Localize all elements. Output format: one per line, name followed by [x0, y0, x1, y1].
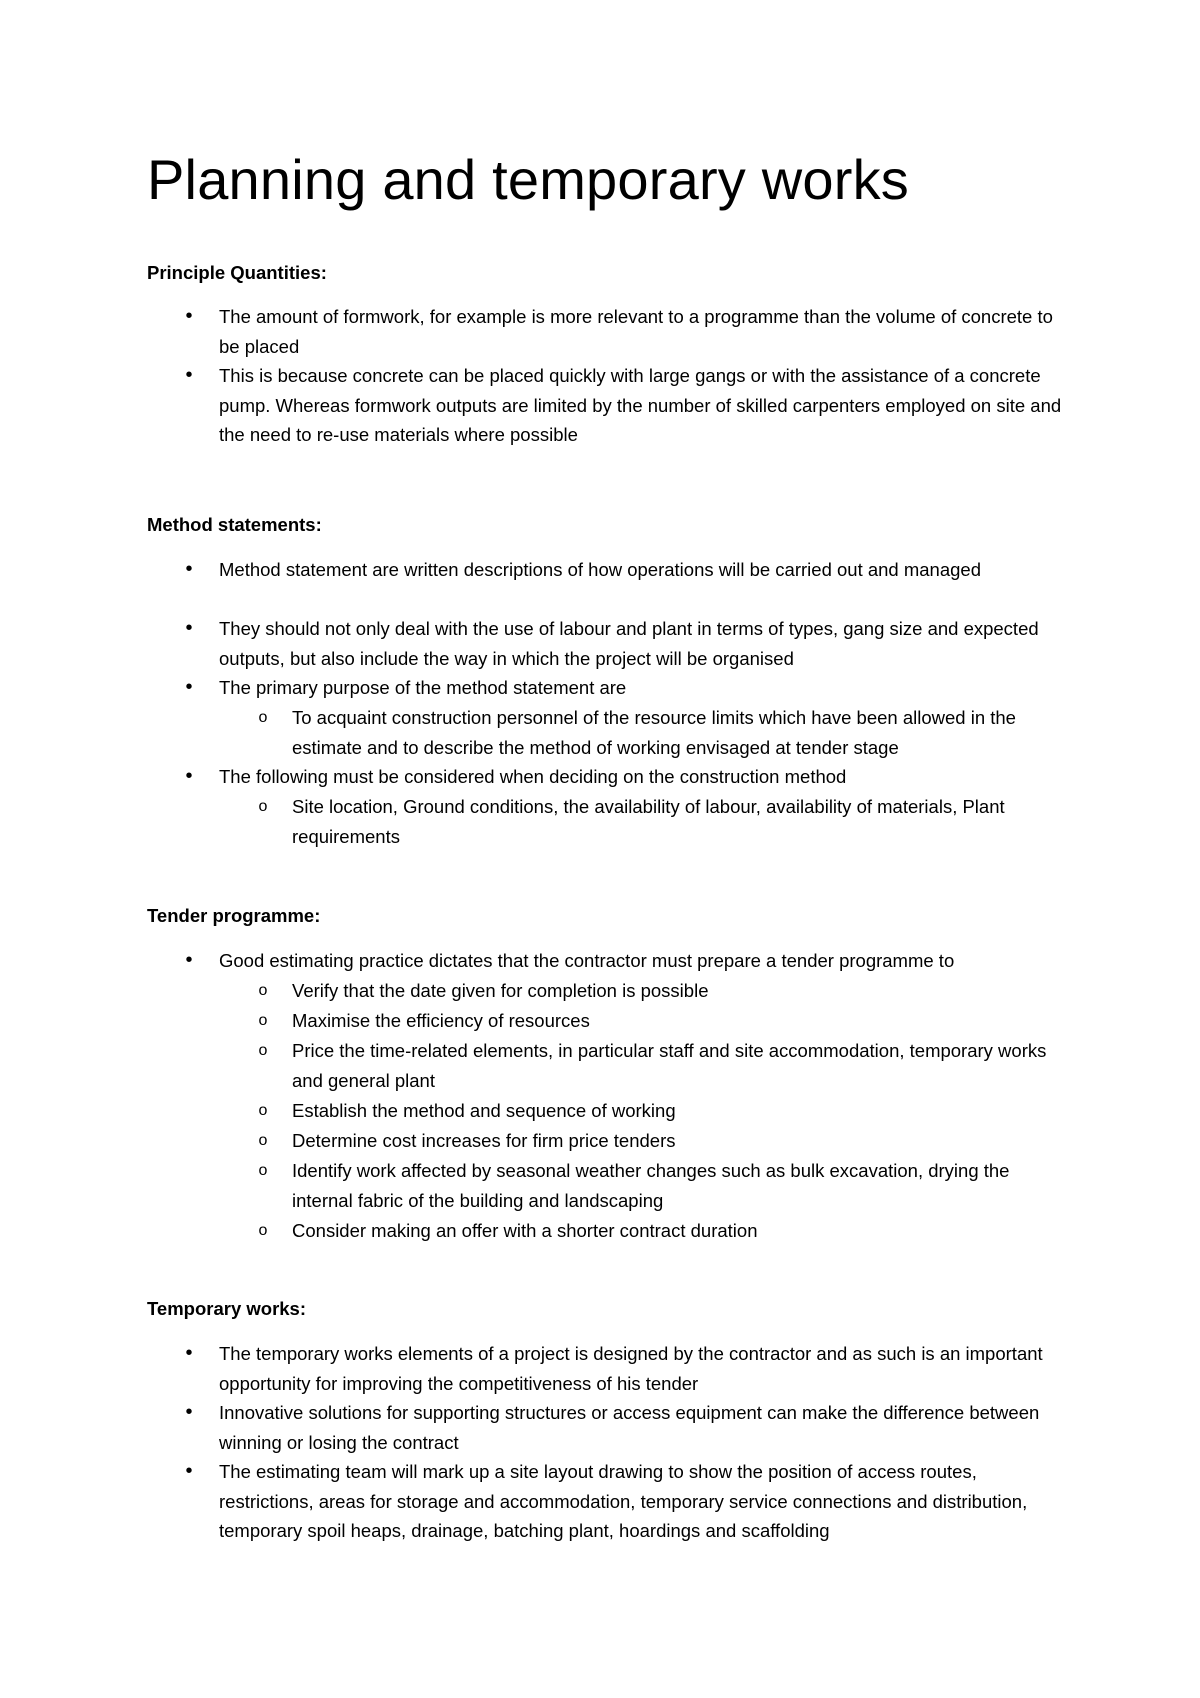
- list-item: Method statement are written descriptions of how operations will be carried out and managed: [219, 559, 982, 580]
- page-title: Planning and temporary works: [147, 148, 909, 211]
- bullet-marker: •: [185, 676, 193, 698]
- section-heading-method-statements: Method statements:: [147, 514, 322, 535]
- bullet-marker: •: [185, 558, 193, 580]
- sub-list-item: Consider making an offer with a shorter contract duration: [292, 1220, 758, 1241]
- list-item: The temporary works elements of a project is designed by the contractor and as such is an important opportunity for improving the competitiveness of his tender: [219, 1343, 1043, 1394]
- list-item: Good estimating practice dictates that the contractor must prepare a tender programme to: [219, 950, 955, 971]
- bullet-marker: •: [185, 1401, 193, 1423]
- sub-bullet-marker: o: [258, 982, 268, 999]
- section-heading-principle-quantities: Principle Quantities:: [147, 262, 327, 283]
- sub-list-item: Verify that the date given for completion is possible: [292, 980, 709, 1001]
- list-item: The primary purpose of the method statement are: [219, 677, 627, 698]
- list-item: Innovative solutions for supporting structures or access equipment can make the difference between winning or losing the contract: [219, 1402, 1040, 1453]
- sub-list-item: To acquaint construction personnel of the resource limits which have been allowed in the estimate and to describe the method of working envisaged at tender stage: [292, 707, 1016, 758]
- sub-bullet-marker: o: [258, 1042, 268, 1059]
- bullet-marker: •: [185, 949, 193, 971]
- section-heading-temporary-works: Temporary works:: [147, 1298, 307, 1319]
- sub-list-item: Maximise the efficiency of resources: [292, 1010, 590, 1031]
- sub-bullet-marker: o: [258, 1012, 268, 1029]
- list-item: The following must be considered when deciding on the construction method: [219, 766, 847, 787]
- sub-list-item: Establish the method and sequence of working: [292, 1100, 676, 1121]
- sub-bullet-marker: o: [258, 1162, 268, 1179]
- sub-bullet-marker: o: [258, 1102, 268, 1119]
- sub-list-item: Determine cost increases for firm price tenders: [292, 1130, 676, 1151]
- sub-bullet-marker: o: [258, 709, 268, 726]
- list-item: They should not only deal with the use of labour and plant in terms of types, gang size and expected outputs, but also include the way in which the project will be organised: [219, 618, 1039, 669]
- sub-bullet-marker: o: [258, 798, 268, 815]
- sub-list-item: Price the time-related elements, in particular staff and site accommodation, temporary works and general plant: [292, 1040, 1047, 1091]
- bullet-marker: •: [185, 617, 193, 639]
- list-item: The estimating team will mark up a site layout drawing to show the position of access routes, restrictions, areas for storage and accommodation, temporary service connections and distribution, temporary spoil heaps, drainage, batching plant, hoardings and scaffolding: [219, 1461, 1028, 1541]
- bullet-marker: •: [185, 1342, 193, 1364]
- sub-list-item: Site location, Ground conditions, the availability of labour, availability of materials, Plant requirements: [292, 796, 1005, 847]
- list-item: The amount of formwork, for example is more relevant to a programme than the volume of concrete to be placed: [219, 306, 1053, 357]
- bullet-marker: •: [185, 305, 193, 327]
- sub-bullet-marker: o: [258, 1132, 268, 1149]
- sub-list-item: Identify work affected by seasonal weather changes such as bulk excavation, drying the internal fabric of the building and landscaping: [292, 1160, 1010, 1211]
- sub-bullet-marker: o: [258, 1222, 268, 1239]
- list-item: This is because concrete can be placed quickly with large gangs or with the assistance of a concrete pump. Whereas formwork outputs are limited by the number of skilled carpenters employed on site and the need to re-use materials where possible: [219, 365, 1062, 445]
- bullet-marker: •: [185, 765, 193, 787]
- bullet-marker: •: [185, 364, 193, 386]
- section-heading-tender-programme: Tender programme:: [147, 905, 321, 926]
- bullet-marker: •: [185, 1460, 193, 1482]
